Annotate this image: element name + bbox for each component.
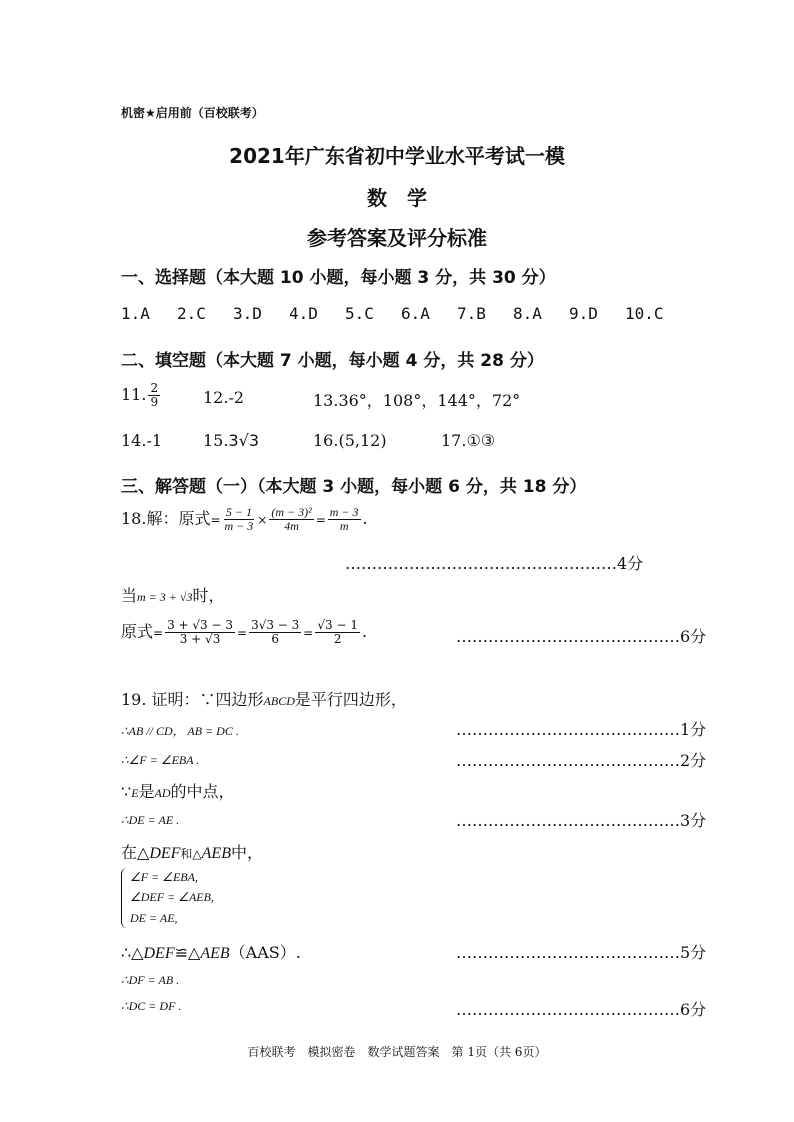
system-brace [121, 868, 130, 928]
equals-sign: = [210, 513, 221, 527]
answer-9: 9.D [569, 304, 598, 323]
answer-5: 5.C [345, 304, 374, 323]
equals-sign: = [237, 626, 248, 640]
answer-11 [121, 382, 162, 409]
q19-line-6-mid: 和△ [180, 847, 202, 861]
q19-line-1-prefix: 19. 证明：∵四边形 [121, 690, 264, 709]
q19-score-3: ……………………………………3分 [456, 811, 707, 830]
triangle-def: DEF [143, 945, 175, 962]
q18-fraction-5 [249, 619, 301, 646]
fraction-numerator: 3 + √3 − 3 [167, 618, 233, 632]
q19-line-5: ∴DE = AE . [121, 813, 180, 827]
answer-1: 1.A [121, 304, 150, 323]
answer-17: 17.①③ [441, 431, 496, 450]
fraction-numerator: (m − 3)² [271, 505, 312, 519]
equals-sign: = [315, 513, 326, 527]
answer-8: 8.A [513, 304, 542, 323]
fraction-numerator: 5 − 1 [225, 505, 252, 519]
q18-score-2: ……………………………………6分 [456, 627, 707, 646]
fraction-denominator: m − 3 [224, 519, 254, 533]
system-line-1: ∠F = ∠EBA, [130, 870, 198, 884]
fraction-numerator: √3 − 1 [317, 618, 358, 632]
q18-fraction-6 [315, 619, 360, 646]
system-line-3: DE = AE, [130, 911, 178, 925]
fraction-denominator: 2 [333, 632, 342, 646]
subject-title: 数 学 [367, 186, 427, 210]
q19-line-4-suffix: 的中点， [170, 782, 235, 801]
q19-line-4-mid: 是 [138, 782, 155, 801]
section3-heading: 三、解答题（一）（本大题 3 小题，每小题 6 分，共 18 分） [121, 477, 587, 497]
q19-line-4 [121, 779, 235, 802]
triangle-aeb: AEB [201, 845, 231, 862]
q19-score-2: ……………………………………2分 [456, 751, 707, 770]
q19-line-2: ∴AB // CD， AB = DC . [121, 724, 239, 738]
answer-13: 13.36°，108°，144°，72° [313, 391, 521, 410]
q19-line-8: ∴DF = AB . [121, 973, 180, 987]
fraction-denominator: 6 [271, 632, 279, 646]
quadrilateral-name: ABCD [263, 694, 295, 708]
point-e: E [131, 786, 139, 800]
section1-heading: 一、选择题（本大题 10 小题，每小题 3 分，共 30 分） [121, 268, 556, 288]
confidential-label: 机密★启用前（百校联考） [121, 106, 264, 120]
answer-15-value: 3√3 [228, 431, 260, 450]
because-sign: ∵ [121, 782, 132, 801]
answer-15-prefix: 15. [203, 431, 229, 450]
q18-expression [121, 506, 368, 533]
q19-line-7-prefix: ∴△ [121, 943, 144, 962]
period: . [362, 509, 368, 528]
answer-16: 16.(5,12) [313, 431, 387, 450]
answer-15 [203, 431, 259, 450]
q19-line-7-suffix: （AAS）. [229, 943, 301, 962]
answer-14: 14.-1 [121, 431, 163, 450]
fraction-denominator: 4m [284, 519, 299, 533]
fraction-two-ninths [148, 382, 160, 409]
page-footer: 百校联考 模拟密卷 数学试题答案 第 1页（共 6页） [247, 1045, 547, 1059]
answer-4: 4.D [289, 304, 318, 323]
fraction-denominator: 9 [150, 395, 159, 409]
triangle-aeb: AEB [200, 945, 230, 962]
q19-score-1: ……………………………………1分 [456, 720, 707, 739]
section2-heading: 二、填空题（本大题 7 小题，每小题 4 分，共 28 分） [121, 351, 544, 371]
answer-10: 10.C [625, 304, 664, 323]
segment-ad: AD [154, 786, 171, 800]
q18-fraction-3 [328, 506, 361, 533]
q18-fraction-2 [269, 506, 313, 533]
q18-fraction-4 [165, 619, 235, 646]
q19-line-3: ∴∠F = ∠EBA . [121, 753, 200, 767]
q18-label: 18.解：原式 [121, 509, 211, 528]
triangle-def: DEF [149, 845, 181, 862]
document-subtitle: 参考答案及评分标准 [307, 226, 487, 250]
q19-line-7 [121, 940, 301, 963]
q19-line-1 [121, 687, 407, 710]
condition-prefix: 当 [121, 586, 138, 605]
answer-6: 6.A [401, 304, 430, 323]
q19-score-4: ……………………………………5分 [456, 943, 707, 962]
q18-label-2: 原式 [121, 622, 154, 641]
q19-line-6 [121, 840, 263, 863]
q18-fraction-1 [223, 506, 256, 533]
answer-11-prefix: 11. [121, 385, 147, 404]
q19-line-9: ∴DC = DF . [121, 999, 182, 1013]
system-line-2: ∠DEF = ∠AEB, [130, 890, 214, 904]
fraction-denominator: m [339, 519, 349, 533]
q19-line-1-suffix: 是平行四边形， [294, 690, 407, 709]
answer-3: 3.D [233, 304, 262, 323]
equals-sign: = [303, 626, 314, 640]
fraction-denominator: 3 + √3 [179, 632, 221, 646]
q18-condition [121, 583, 224, 606]
fraction-numerator: 3√3 − 3 [251, 618, 300, 632]
fraction-numerator: m − 3 [329, 505, 359, 519]
q19-score-5: ……………………………………6分 [456, 1000, 707, 1019]
congruent-sign: ≌△ [174, 943, 201, 962]
fraction-numerator: 2 [150, 381, 159, 395]
condition-math: m = 3 + √3 [137, 590, 193, 604]
q18-score-1: ……………………………………………4分 [345, 554, 644, 573]
period: . [361, 622, 368, 641]
q19-line-6-suffix: 中， [230, 843, 263, 862]
equals-sign: = [153, 626, 164, 640]
q18-evaluation [121, 619, 367, 646]
document-title: 2021年广东省初中学业水平考试一模 [229, 144, 565, 168]
q19-line-6-prefix: 在△ [121, 843, 150, 862]
answer-2: 2.C [177, 304, 206, 323]
times-sign: × [257, 513, 268, 527]
answer-12: 12.-2 [203, 388, 245, 407]
condition-suffix: 时， [192, 586, 225, 605]
answer-7: 7.B [457, 304, 486, 323]
